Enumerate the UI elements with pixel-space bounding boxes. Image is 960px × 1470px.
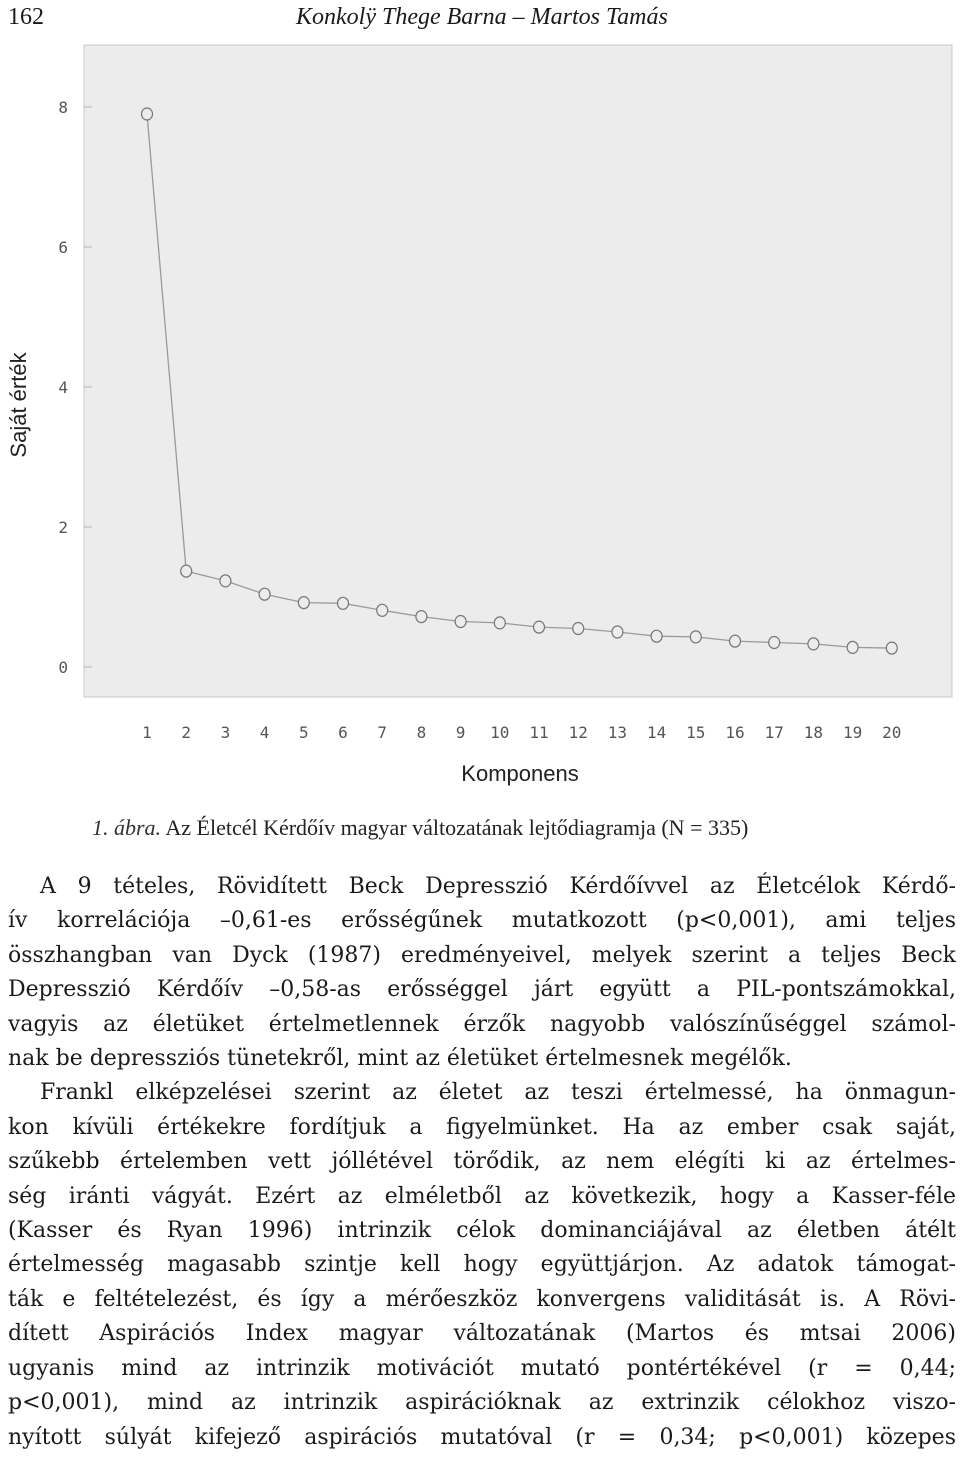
data-point [298,597,309,609]
x-tick-label: 9 [455,723,466,742]
x-tick-label: 4 [259,723,270,742]
data-point [142,108,153,120]
body-line: (Kasser és Ryan 1996) intrinzik célok dominanciájával az életben átélt [8,1218,956,1244]
figure-caption-label: 1. ábra. [92,815,162,840]
x-tick-label: 17 [764,723,784,742]
y-tick-label: 6 [58,238,68,257]
body-line: ség iránti vágyát. Ezért az elméletből az következik, hogy a Kasser-féle [8,1183,956,1209]
x-tick-label: 14 [646,723,667,742]
data-point [338,597,349,609]
scree-plot [0,40,960,800]
body-line: nak be depressziós tünetekről, mint az életüket értelmesnek megélők. [8,1046,792,1072]
y-tick-label: 4 [58,378,68,397]
body-line: szűkebb értelemben vett jóllétével törődik, az nem elégíti ki az értelmes- [8,1149,956,1175]
y-tick-label: 0 [58,658,68,677]
body-line: nyított súlyát kifejező aspirációs mutatóval (r = 0,34; p<0,001) közepes [8,1424,956,1450]
body-line: Depresszió Kérdőív –0,58-as erősséggel járt együtt a PIL-pontszámokkal, [8,977,956,1003]
x-tick-label: 6 [338,723,348,742]
body-text [8,870,956,1455]
figure-caption-text: Az Életcél Kérdőív magyar változatának lejtődiagramja (N = 335) [165,815,749,840]
data-point [534,621,545,633]
body-line: kon kívüli értékekre fordítjuk a figyelmünket. Ha az ember csak saját, [8,1114,956,1140]
body-line: dített Aspirációs Index magyar változatának (Martos és mtsai 2006) [8,1321,956,1347]
plot-area [84,45,952,697]
body-line: A 9 tételes, Rövidített Beck Depresszió Kérdőívvel az Életcélok Kérdő- [40,874,956,899]
body-line: ták e feltételezést, és így a mérőeszköz konvergens validitását is. A Rövi- [8,1286,956,1312]
x-tick-label: 8 [416,723,427,742]
page-header [0,0,960,36]
x-tick-label: 19 [842,723,863,742]
running-head: Konkolÿ Thege Barna – Martos Tamás [296,4,668,30]
body-line: p<0,001), mind az intrinzik aspirációknak az extrinzik célokhoz viszo- [8,1390,956,1416]
y-tick-label: 2 [58,518,68,537]
x-axis-label: Komponens [461,761,579,786]
x-tick-label: 15 [686,723,706,742]
y-axis-label: Saját érték [6,352,31,458]
data-point [455,616,466,628]
data-point [220,575,231,587]
body-line: Frankl elképzelései szerint az életet az teszi értelmessé, ha önmagun- [40,1080,956,1106]
x-tick-label: 2 [181,723,192,742]
body-line: értelmesség magasabb szintje kell hogy együttjárjon. Az adatok támogat- [8,1252,956,1278]
data-point [886,642,897,654]
data-point [808,638,819,650]
x-axis [142,723,901,742]
x-tick-label: 10 [490,723,510,742]
x-tick-label: 20 [882,723,902,742]
data-point [494,617,505,629]
body-line: ív korrelációja –0,61-es erősségűnek mutatkozott (p<0,001), ami teljes [8,908,956,934]
figure-caption [92,815,748,841]
data-point [416,611,427,623]
x-tick-label: 16 [725,723,745,742]
data-point [769,637,780,649]
data-point [181,565,192,577]
data-point [730,635,741,647]
data-point [612,626,623,638]
x-tick-label: 1 [142,723,152,742]
data-point [573,623,584,635]
body-line: vagyis az életüket értelmetlennek érzők nagyobb valószínűséggel számol- [8,1011,956,1037]
data-point [259,588,270,600]
body-line: ugyanis mind az intrinzik motivációt mutató pontértékével (r = 0,44; [8,1355,956,1381]
page-number: 162 [8,4,44,30]
x-tick-label: 11 [529,723,549,742]
x-tick-label: 5 [298,723,309,742]
data-point [377,604,388,616]
data-point [690,631,701,643]
y-tick-label: 8 [58,98,68,117]
data-point [651,630,662,642]
data-point [847,641,858,653]
x-tick-label: 13 [607,723,628,742]
x-tick-label: 3 [220,723,231,742]
body-line: összhangban van Dyck (1987) eredményeivel, melyek szerint a teljes Beck [8,942,956,968]
x-tick-label: 7 [377,723,388,742]
x-tick-label: 12 [568,723,588,742]
x-tick-label: 18 [803,723,824,742]
